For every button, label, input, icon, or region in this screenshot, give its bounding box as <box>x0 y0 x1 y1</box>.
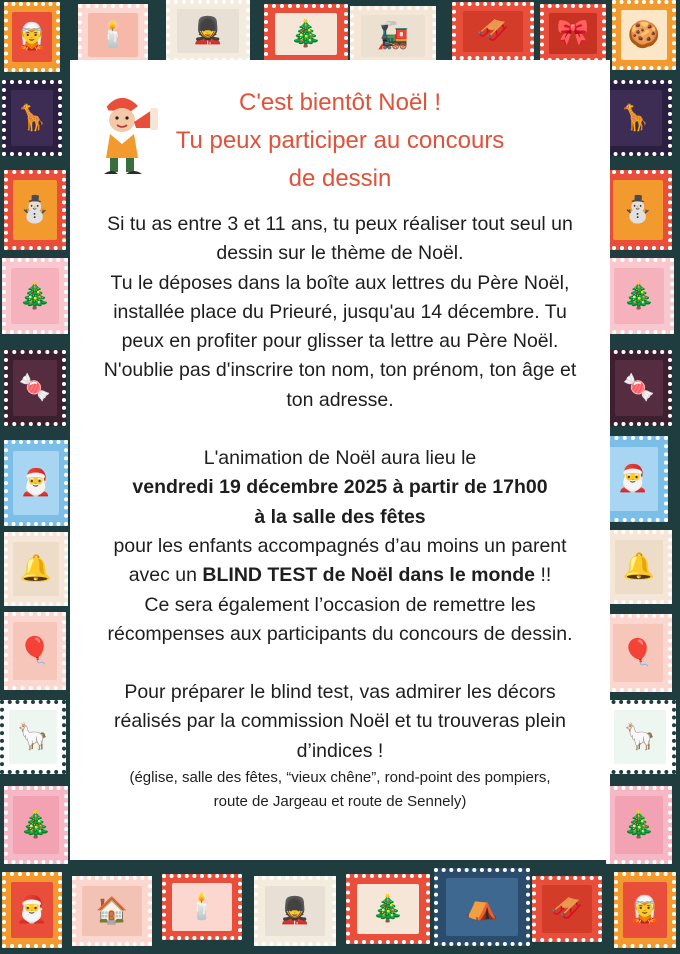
hint-text-line: Pour préparer le blind test, vas admirer les décors <box>124 681 556 704</box>
contest-text-line: N'oublie pas d'inscrire ton nom, ton prénom, ton âge et <box>103 359 577 382</box>
giraffe-icon: 🦒 <box>608 90 662 146</box>
nutcracker-icon: 💂 <box>177 9 239 53</box>
sleigh-icon: 🛷 <box>542 885 593 933</box>
elf-stamp <box>4 2 60 72</box>
girl-stamp-bottom <box>346 874 430 944</box>
nutcrackers-stamp <box>166 0 250 62</box>
tree-stamp <box>4 786 68 864</box>
nutcrackers-stamp-bottom <box>254 876 336 946</box>
gingerbread-icon: 🍪 <box>621 10 667 61</box>
santa-surf-stamp <box>4 440 68 526</box>
candles-stamp <box>78 4 148 66</box>
sleigh-stamp-bottom <box>532 876 602 942</box>
girl-stamp <box>264 4 348 64</box>
snowman-icon: ⛄ <box>13 180 57 239</box>
bells-stamp <box>4 532 68 606</box>
contest-text-line: installée place du Prieuré, jusqu'au 14 décembre. Tu <box>113 300 567 323</box>
ornaments-stamp <box>2 258 68 334</box>
sleigh-icon: 🛷 <box>463 11 524 52</box>
contest-text-line: Tu le déposes dans la boîte aux lettres du Père Noël, <box>110 271 570 294</box>
blind-test-suffix: !! <box>535 564 552 587</box>
elf-icon: 🧝 <box>623 882 667 938</box>
elf-icon: 🧝 <box>12 12 51 63</box>
train-stamp <box>350 6 436 66</box>
santa-icon: 🎅 <box>11 882 54 938</box>
snowman-icon: ⛄ <box>613 180 662 239</box>
locations-note: (église, salle des fêtes, “vieux chêne”, rond-point des pompiers, <box>129 769 551 787</box>
blind-test-prefix: avec un <box>128 564 203 587</box>
spacer <box>64 649 616 678</box>
giraffe-stamp <box>2 80 62 156</box>
contest-text-line: ton adresse. <box>286 388 394 411</box>
event-audience: pour les enfants accompagnés d’au moins un parent <box>113 534 567 557</box>
title-line-2: Tu peux participer au concours <box>175 127 505 154</box>
locations-note: route de Jargeau et route de Sennely) <box>213 793 467 811</box>
bauble-icon: 🎈 <box>13 622 57 679</box>
wreath-icon: 🎀 <box>549 13 597 54</box>
train-icon: 🚂 <box>361 15 425 58</box>
candles-icon: 🕯️ <box>172 883 231 931</box>
baubles-stamp <box>4 612 66 690</box>
elf-stamp-bottom <box>614 872 676 948</box>
awards-text-line: récompenses aux participants du concours de dessin. <box>107 622 573 645</box>
elf-megaphone-icon <box>90 88 170 188</box>
llama-icon: 🦙 <box>614 710 666 764</box>
contest-text-line: peux en profiter pour glisser ta lettre au Père Noël. <box>121 330 559 353</box>
event-intro: L'animation de Noël aura lieu le <box>203 447 477 470</box>
bells-icon: 🔔 <box>615 540 663 594</box>
candles-stamp-bottom <box>162 874 242 940</box>
christmas-tree-icon: 🎄 <box>357 884 419 935</box>
hint-text-line: d’indices ! <box>296 739 384 762</box>
llama-stamp <box>0 700 66 774</box>
candy-cane-icon: 🍬 <box>13 360 57 416</box>
santa-icon: 🎅 <box>608 447 659 511</box>
house-icon: 🏠 <box>82 886 141 937</box>
title-line-3: de dessin <box>288 165 392 192</box>
christmas-tree-icon: 🎄 <box>275 13 337 56</box>
sleigh-stamp <box>452 2 534 60</box>
nutcracker-icon: 💂 <box>265 886 326 937</box>
poster-body <box>64 210 616 814</box>
spacer <box>64 415 616 444</box>
blind-test-line <box>64 561 616 590</box>
blind-test-title: BLIND TEST de Noël dans le monde <box>202 564 536 587</box>
ornament-icon: 🎄 <box>614 268 665 324</box>
awards-text-line: Ce sera également l’occasion de remettre les <box>144 593 536 616</box>
wreath-stamp <box>540 4 606 62</box>
candy-cane-icon: 🍬 <box>615 360 663 416</box>
event-date: vendredi 19 décembre 2025 à partir de 17h00 <box>132 476 548 499</box>
poster-title <box>170 84 510 198</box>
event-place: à la salle des fêtes <box>254 505 426 528</box>
ornament-icon: 🎄 <box>11 268 59 324</box>
title-line-1: C'est bientôt Noël ! <box>238 89 442 116</box>
house-stamp <box>72 876 152 946</box>
candles-icon: 🕯️ <box>88 13 139 57</box>
santa-icon: 🎅 <box>13 451 59 515</box>
contest-text-line: Si tu as entre 3 et 11 ans, tu peux réaliser tout seul un <box>107 213 573 235</box>
bells-icon: 🔔 <box>13 542 59 596</box>
hint-text-line: réalisés par la commission Noël et tu trouveras plein <box>114 710 566 733</box>
giraffe-icon: 🦒 <box>11 90 54 146</box>
igloo-stamp <box>434 868 530 946</box>
gingerbread-stamp <box>612 0 676 70</box>
candy-cane-stamp <box>4 350 66 426</box>
santa-stamp <box>2 872 62 948</box>
tree-icon: 🎄 <box>13 796 59 853</box>
contest-text-line: dessin sur le thème de Noël. <box>216 242 464 265</box>
snowman-stamp <box>4 170 66 250</box>
igloo-icon: ⛺ <box>446 878 518 935</box>
tree-icon: 🎄 <box>615 796 663 853</box>
bauble-icon: 🎈 <box>613 624 662 681</box>
llama-icon: 🦙 <box>9 710 57 764</box>
